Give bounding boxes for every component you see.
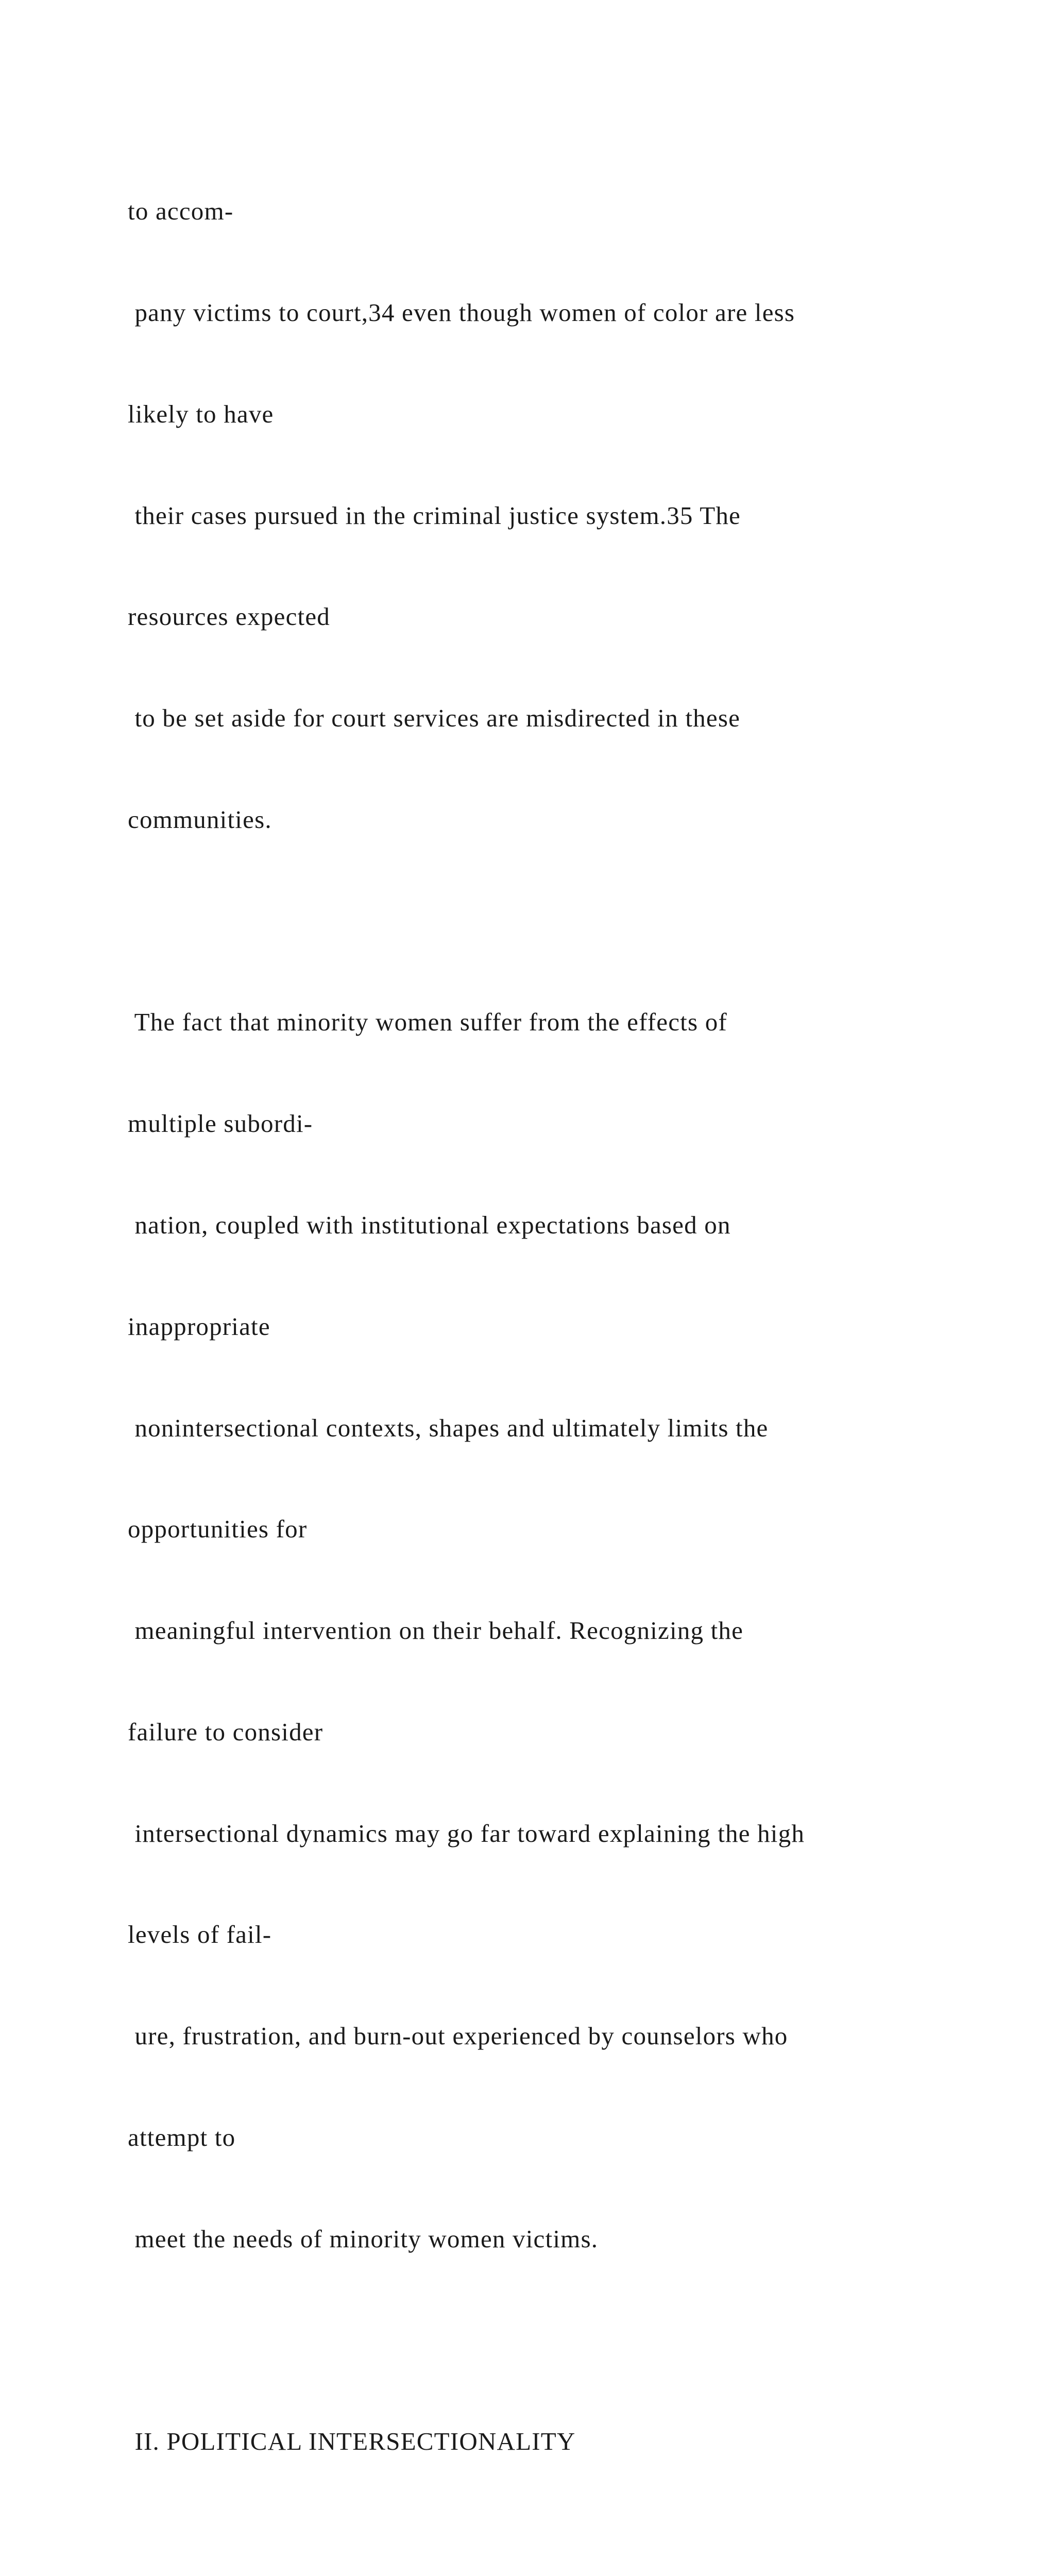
text-line: levels of fail- bbox=[128, 1920, 272, 1949]
text-line: nonintersectional contexts, shapes and ultimately limits the bbox=[128, 1413, 769, 1442]
text-line: failure to consider bbox=[128, 1717, 324, 1746]
body-text bbox=[128, 127, 1003, 2576]
text-line: nation, coupled with institutional expectations based on bbox=[128, 1211, 731, 1239]
text-line: opportunities for bbox=[128, 1515, 308, 1544]
text-line: intersectional dynamics may go far toward explaining the high bbox=[128, 1819, 805, 1848]
text-line: resources expected bbox=[128, 602, 330, 631]
text-line: to accom- bbox=[128, 197, 234, 226]
text-line: ure, frustration, and burn-out experienced by counselors who bbox=[128, 2022, 788, 2050]
text-line: attempt to bbox=[128, 2123, 236, 2152]
text-line: likely to have bbox=[128, 399, 274, 428]
text-line: The fact that minority women suffer from the effects of bbox=[128, 1008, 727, 1037]
text-line: inappropriate bbox=[128, 1312, 270, 1341]
text-line: pany victims to court,34 even though women of color are less bbox=[128, 298, 795, 327]
text-line: communities. bbox=[128, 805, 272, 834]
blank-line bbox=[128, 2324, 1003, 2358]
text-line: to be set aside for court services are misdirected in these bbox=[128, 704, 741, 733]
text-line: their cases pursued in the criminal justice system.35 The bbox=[128, 501, 741, 530]
blank-line bbox=[128, 904, 1003, 938]
section-heading: II. POLITICAL INTERSECTIONALITY bbox=[128, 2427, 576, 2456]
text-line: meet the needs of minority women victims. bbox=[128, 2224, 599, 2253]
blank-line bbox=[128, 2526, 1003, 2560]
text-line: multiple subordi- bbox=[128, 1109, 313, 1138]
text-line: meaningful intervention on their behalf. Recognizing the bbox=[128, 1616, 744, 1645]
